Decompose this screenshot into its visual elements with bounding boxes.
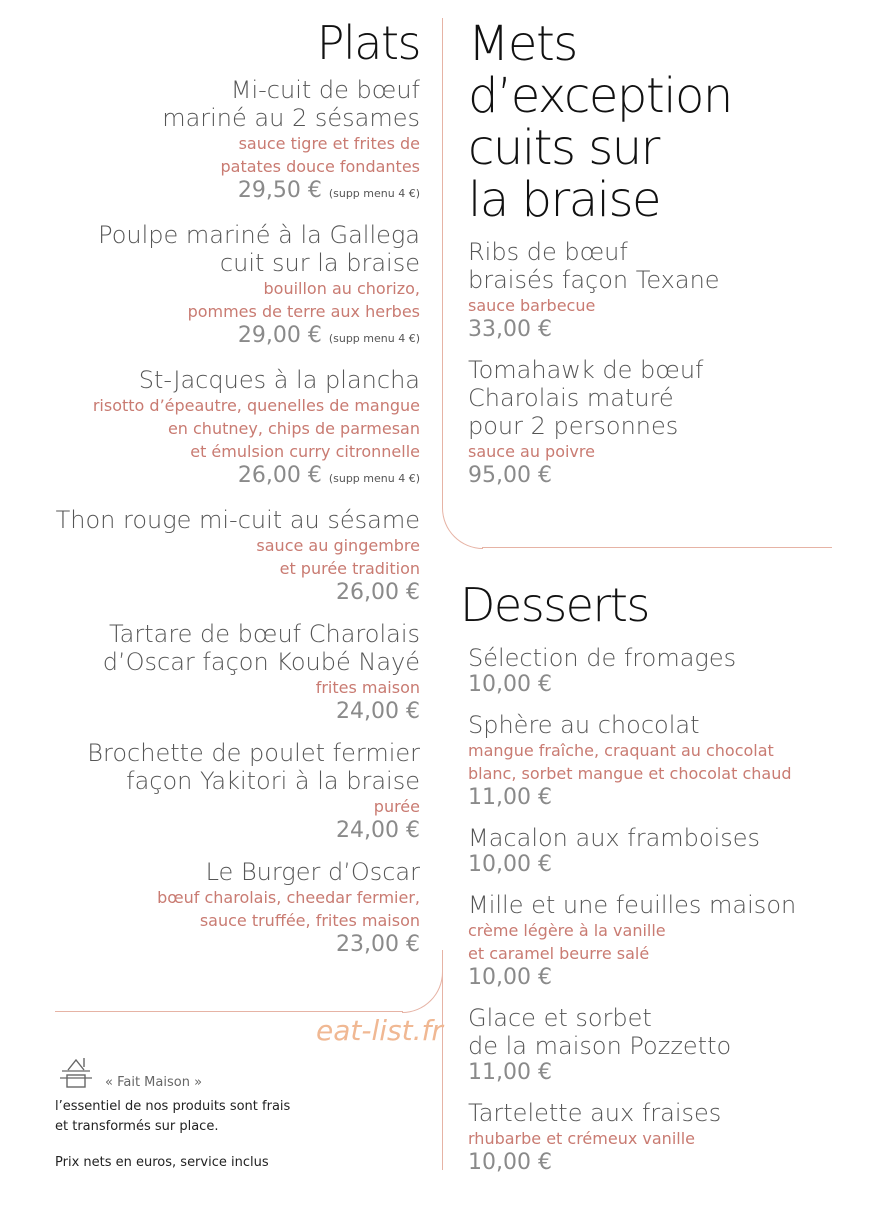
vertical-divider-bottom	[442, 960, 443, 1170]
dish-description: et caramel beurre salé	[468, 944, 650, 963]
dish-price: 23,00 €	[336, 932, 420, 957]
dish-description: bœuf charolais, cheedar fermier,	[157, 888, 420, 907]
dish-price: 95,00 €	[468, 463, 552, 488]
dish-price: 10,00 €	[468, 672, 552, 697]
dish-description: bouillon au chorizo,	[263, 279, 420, 298]
plats-section	[20, 18, 420, 958]
dish-name: Tomahawk de bœuf	[468, 356, 704, 384]
fait-maison-label: « Fait Maison »	[105, 1075, 203, 1090]
dish-description: et émulsion curry citronnelle	[190, 442, 420, 461]
dish-price: 24,00 €	[336, 818, 420, 843]
dish-name: d’Oscar façon Koubé Nayé	[102, 648, 420, 676]
dish-name: Mille et une feuilles maison	[468, 891, 797, 919]
note-line: l’essentiel de nos produits sont frais	[55, 1099, 291, 1114]
menu-item	[468, 238, 868, 343]
dish-name: Ribs de bœuf	[468, 238, 628, 266]
dish-description: rhubarbe et crémeux vanille	[468, 1129, 695, 1148]
dish-name: Poulpe mariné à la Gallega	[98, 221, 420, 249]
dish-description: crème légère à la vanille	[468, 921, 666, 940]
dish-name: Tartare de bœuf Charolais	[108, 620, 420, 648]
dish-name: Le Burger d’Oscar	[205, 858, 420, 886]
menu-item	[20, 221, 420, 352]
dish-price-line	[20, 463, 420, 492]
desserts-title: Desserts	[460, 578, 649, 632]
menu-item	[468, 1004, 868, 1086]
dish-price: 33,00 €	[468, 317, 552, 342]
dish-name: Charolais maturé	[468, 384, 674, 412]
menu-supplement: (supp menu 4 €)	[328, 472, 420, 485]
vertical-divider-top	[442, 18, 443, 488]
dish-name: Thon rouge mi-cuit au sésame	[55, 506, 420, 534]
dish-name: Glace et sorbet	[468, 1004, 652, 1032]
eat-list-watermark: eat-list.fr	[316, 1014, 443, 1047]
dish-description: risotto d’épeautre, quenelles de mangue	[92, 396, 420, 415]
mets-title-line: Mets	[468, 16, 577, 72]
dish-price: 11,00 €	[468, 785, 552, 810]
menu-item	[468, 891, 868, 991]
dish-price-line	[20, 178, 420, 207]
dish-price: 29,50 €	[237, 178, 322, 203]
dish-name: de la maison Pozzetto	[468, 1032, 732, 1060]
mets-title-line: d’exception	[468, 68, 732, 124]
dish-price: 29,00 €	[237, 323, 322, 348]
fait-maison-note	[55, 1097, 315, 1137]
dish-description: sauce barbecue	[468, 296, 596, 315]
dish-description: sauce au gingembre	[256, 536, 420, 555]
dish-name: Sélection de fromages	[468, 644, 737, 672]
dish-name: pour 2 personnes	[468, 412, 679, 440]
divider-curve-left	[402, 950, 443, 1013]
dish-description: et purée tradition	[279, 559, 420, 578]
menu-supplement: (supp menu 4 €)	[328, 187, 420, 200]
dish-description: pommes de terre aux herbes	[187, 302, 420, 321]
divider-curve-top-right	[442, 488, 483, 549]
mets-section	[468, 18, 868, 489]
desserts-list	[468, 640, 868, 1176]
horizontal-divider-top-right	[482, 547, 832, 548]
dish-name: braisés façon Texane	[468, 266, 720, 294]
dish-price: 10,00 €	[468, 852, 552, 877]
dish-description: purée	[373, 797, 420, 816]
menu-item	[468, 356, 868, 489]
house-icon	[58, 1056, 94, 1090]
menu-item	[20, 76, 420, 207]
note-line: et transformés sur place.	[55, 1119, 219, 1134]
dish-price: 10,00 €	[468, 1150, 552, 1175]
dish-name: Tartelette aux fraises	[468, 1099, 722, 1127]
dish-name: cuit sur la braise	[219, 249, 420, 277]
mets-title-line: la braise	[468, 172, 660, 228]
prices-note: Prix nets en euros, service inclus	[55, 1155, 269, 1170]
dish-description: sauce tigre et frites de	[238, 134, 420, 153]
mets-title-line: cuits sur	[468, 120, 659, 176]
dish-name: Brochette de poulet fermier	[87, 739, 420, 767]
dish-price: 26,00 €	[336, 580, 420, 605]
dish-name: mariné au 2 sésames	[162, 104, 420, 132]
dish-description: patates douce fondantes	[220, 157, 420, 176]
dish-price-line	[20, 323, 420, 352]
dish-price: 11,00 €	[468, 1060, 552, 1085]
desserts-section	[460, 580, 860, 630]
mets-title	[468, 18, 868, 226]
plats-title: Plats	[316, 16, 420, 70]
dish-description: sauce truffée, frites maison	[199, 911, 420, 930]
menu-item	[468, 1099, 868, 1176]
menu-item	[468, 644, 868, 698]
dish-description: sauce au poivre	[468, 442, 595, 461]
menu-item	[20, 620, 420, 725]
menu-supplement: (supp menu 4 €)	[328, 332, 420, 345]
dish-description: mangue fraîche, craquant au chocolat	[468, 741, 774, 760]
menu-item	[20, 858, 420, 958]
dish-description: blanc, sorbet mangue et chocolat chaud	[468, 764, 792, 783]
dish-price: 26,00 €	[237, 463, 322, 488]
dish-name: St-Jacques à la plancha	[138, 366, 420, 394]
menu-item	[20, 506, 420, 606]
dish-name: Sphère au chocolat	[468, 711, 700, 739]
dish-price: 24,00 €	[336, 699, 420, 724]
horizontal-divider-left	[55, 1011, 403, 1012]
dish-name: Mi-cuit de bœuf	[230, 76, 420, 104]
dish-price: 10,00 €	[468, 965, 552, 990]
menu-item	[20, 366, 420, 492]
menu-item	[468, 711, 868, 811]
dish-description: en chutney, chips de parmesan	[167, 419, 420, 438]
dish-description: frites maison	[315, 678, 420, 697]
menu-item	[468, 824, 868, 878]
dish-name: façon Yakitori à la braise	[126, 767, 420, 795]
dish-name: Macalon aux framboises	[468, 824, 761, 852]
menu-item	[20, 739, 420, 844]
